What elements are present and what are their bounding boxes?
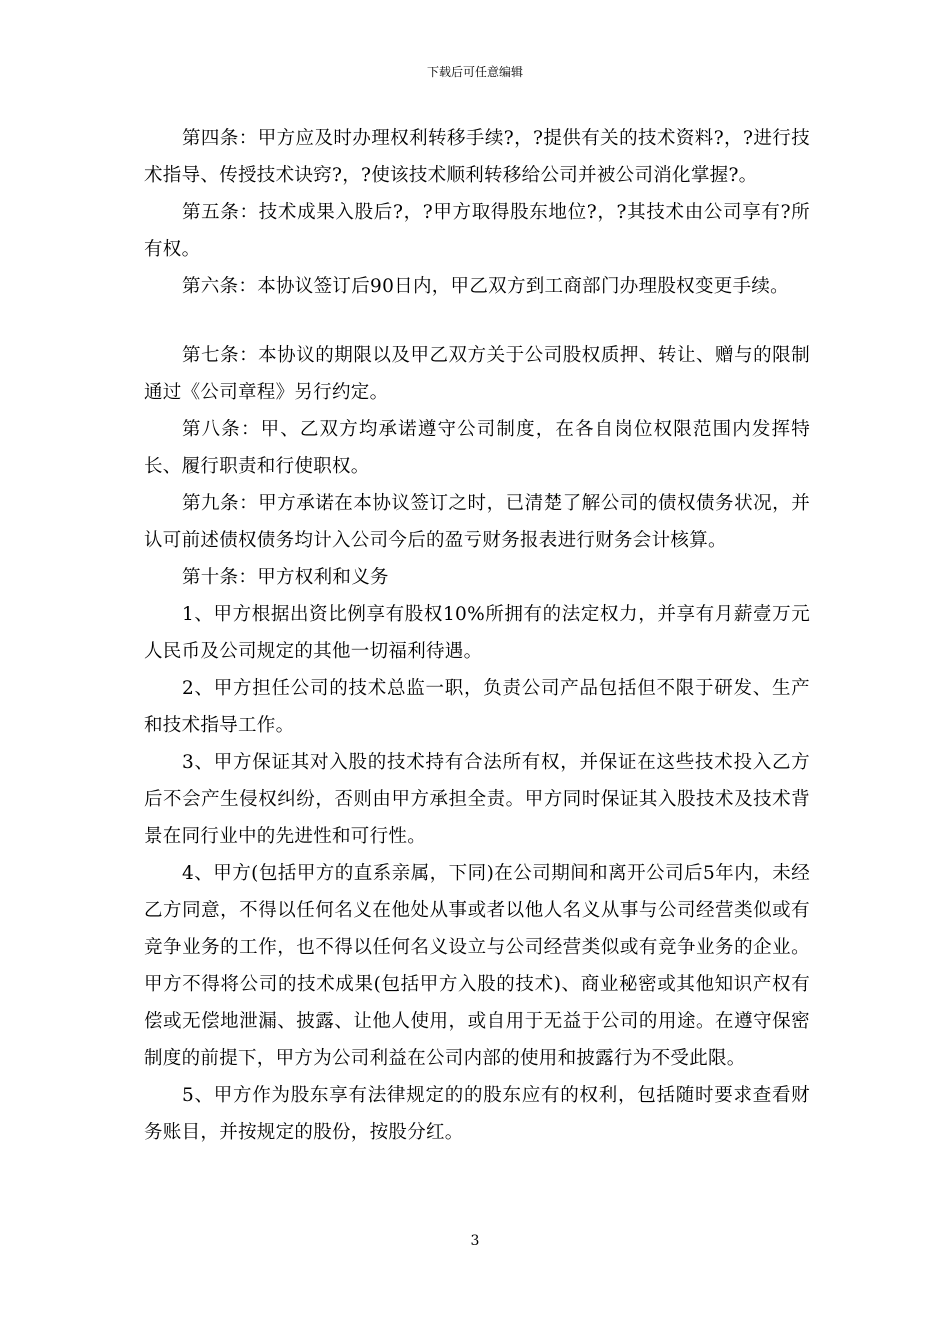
article-8-paragraph: 第八条：甲、乙双方均承诺遵守公司制度，在各自岗位权限范围内发挥特长、履行职责和行使职权。 (144, 419, 810, 477)
article-7-paragraph: 第七条：本协议的期限以及甲乙双方关于公司股权质押、转让、赠与的限制通过《公司章程》另行约定。 (144, 345, 810, 403)
page-header: 下载后可任意编辑 (426, 65, 523, 79)
article-4-paragraph: 第四条：甲方应及时办理权利转移手续?，?提供有关的技术资料?，?进行技术指导、传授技术诀窍?，?使该技术顺利转移给公司并被公司消化掌握?。 (144, 128, 810, 186)
clause-3-paragraph: 3、甲方保证其对入股的技术持有合法所有权，并保证在这些技术投入乙方后不会产生侵权纠纷，否则由甲方承担全责。甲方同时保证其入股技术及技术背景在同行业中的先进性和可行性。 (144, 752, 810, 847)
clause-5-paragraph: 5、甲方作为股东享有法律规定的的股东应有的权利，包括随时要求查看财务账目，并按规定的股份，按股分红。 (144, 1085, 810, 1143)
clause-1-paragraph: 1、甲方根据出资比例享有股权10%所拥有的法定权力，并享有月薪壹万元人民币及公司规定的其他一切福利待遇。 (144, 604, 810, 662)
article-6-paragraph: 第六条：本协议签订后90日内，甲乙双方到工商部门办理股权变更手续。 (182, 276, 789, 297)
article-10-heading: 第十条：甲方权利和义务 (182, 567, 389, 588)
document-body (144, 120, 810, 1151)
page-number: 3 (470, 1233, 480, 1249)
article-5-paragraph: 第五条：技术成果入股后?，?甲方取得股东地位?，?其技术由公司享有?所有权。 (144, 202, 810, 260)
clause-2-paragraph: 2、甲方担任公司的技术总监一职，负责公司产品包括但不限于研发、生产和技术指导工作。 (144, 678, 810, 736)
article-9-paragraph: 第九条：甲方承诺在本协议签订之时，已清楚了解公司的债权债务状况，并认可前述债权债务均计入公司今后的盈亏财务报表进行财务会计核算。 (144, 493, 810, 551)
clause-4-paragraph: 4、甲方(包括甲方的直系亲属，下同)在公司期间和离开公司后5年内，未经乙方同意，不得以任何名义在他处从事或者以他人名义从事与公司经营类似或有竞争业务的工作，也不得以任何名义设立与公司经营类似或有竞争业务的企业。甲方不得将公司的技术成果(包括甲方入股的技术)、商业秘密或其他知识产权有偿或无偿地泄漏、披露、让他人使用，或自用于无益于公司的用途。在遵守保密制度的前提下，甲方为公司利益在公司内部的使用和披露行为不受此限。 (144, 863, 810, 1069)
